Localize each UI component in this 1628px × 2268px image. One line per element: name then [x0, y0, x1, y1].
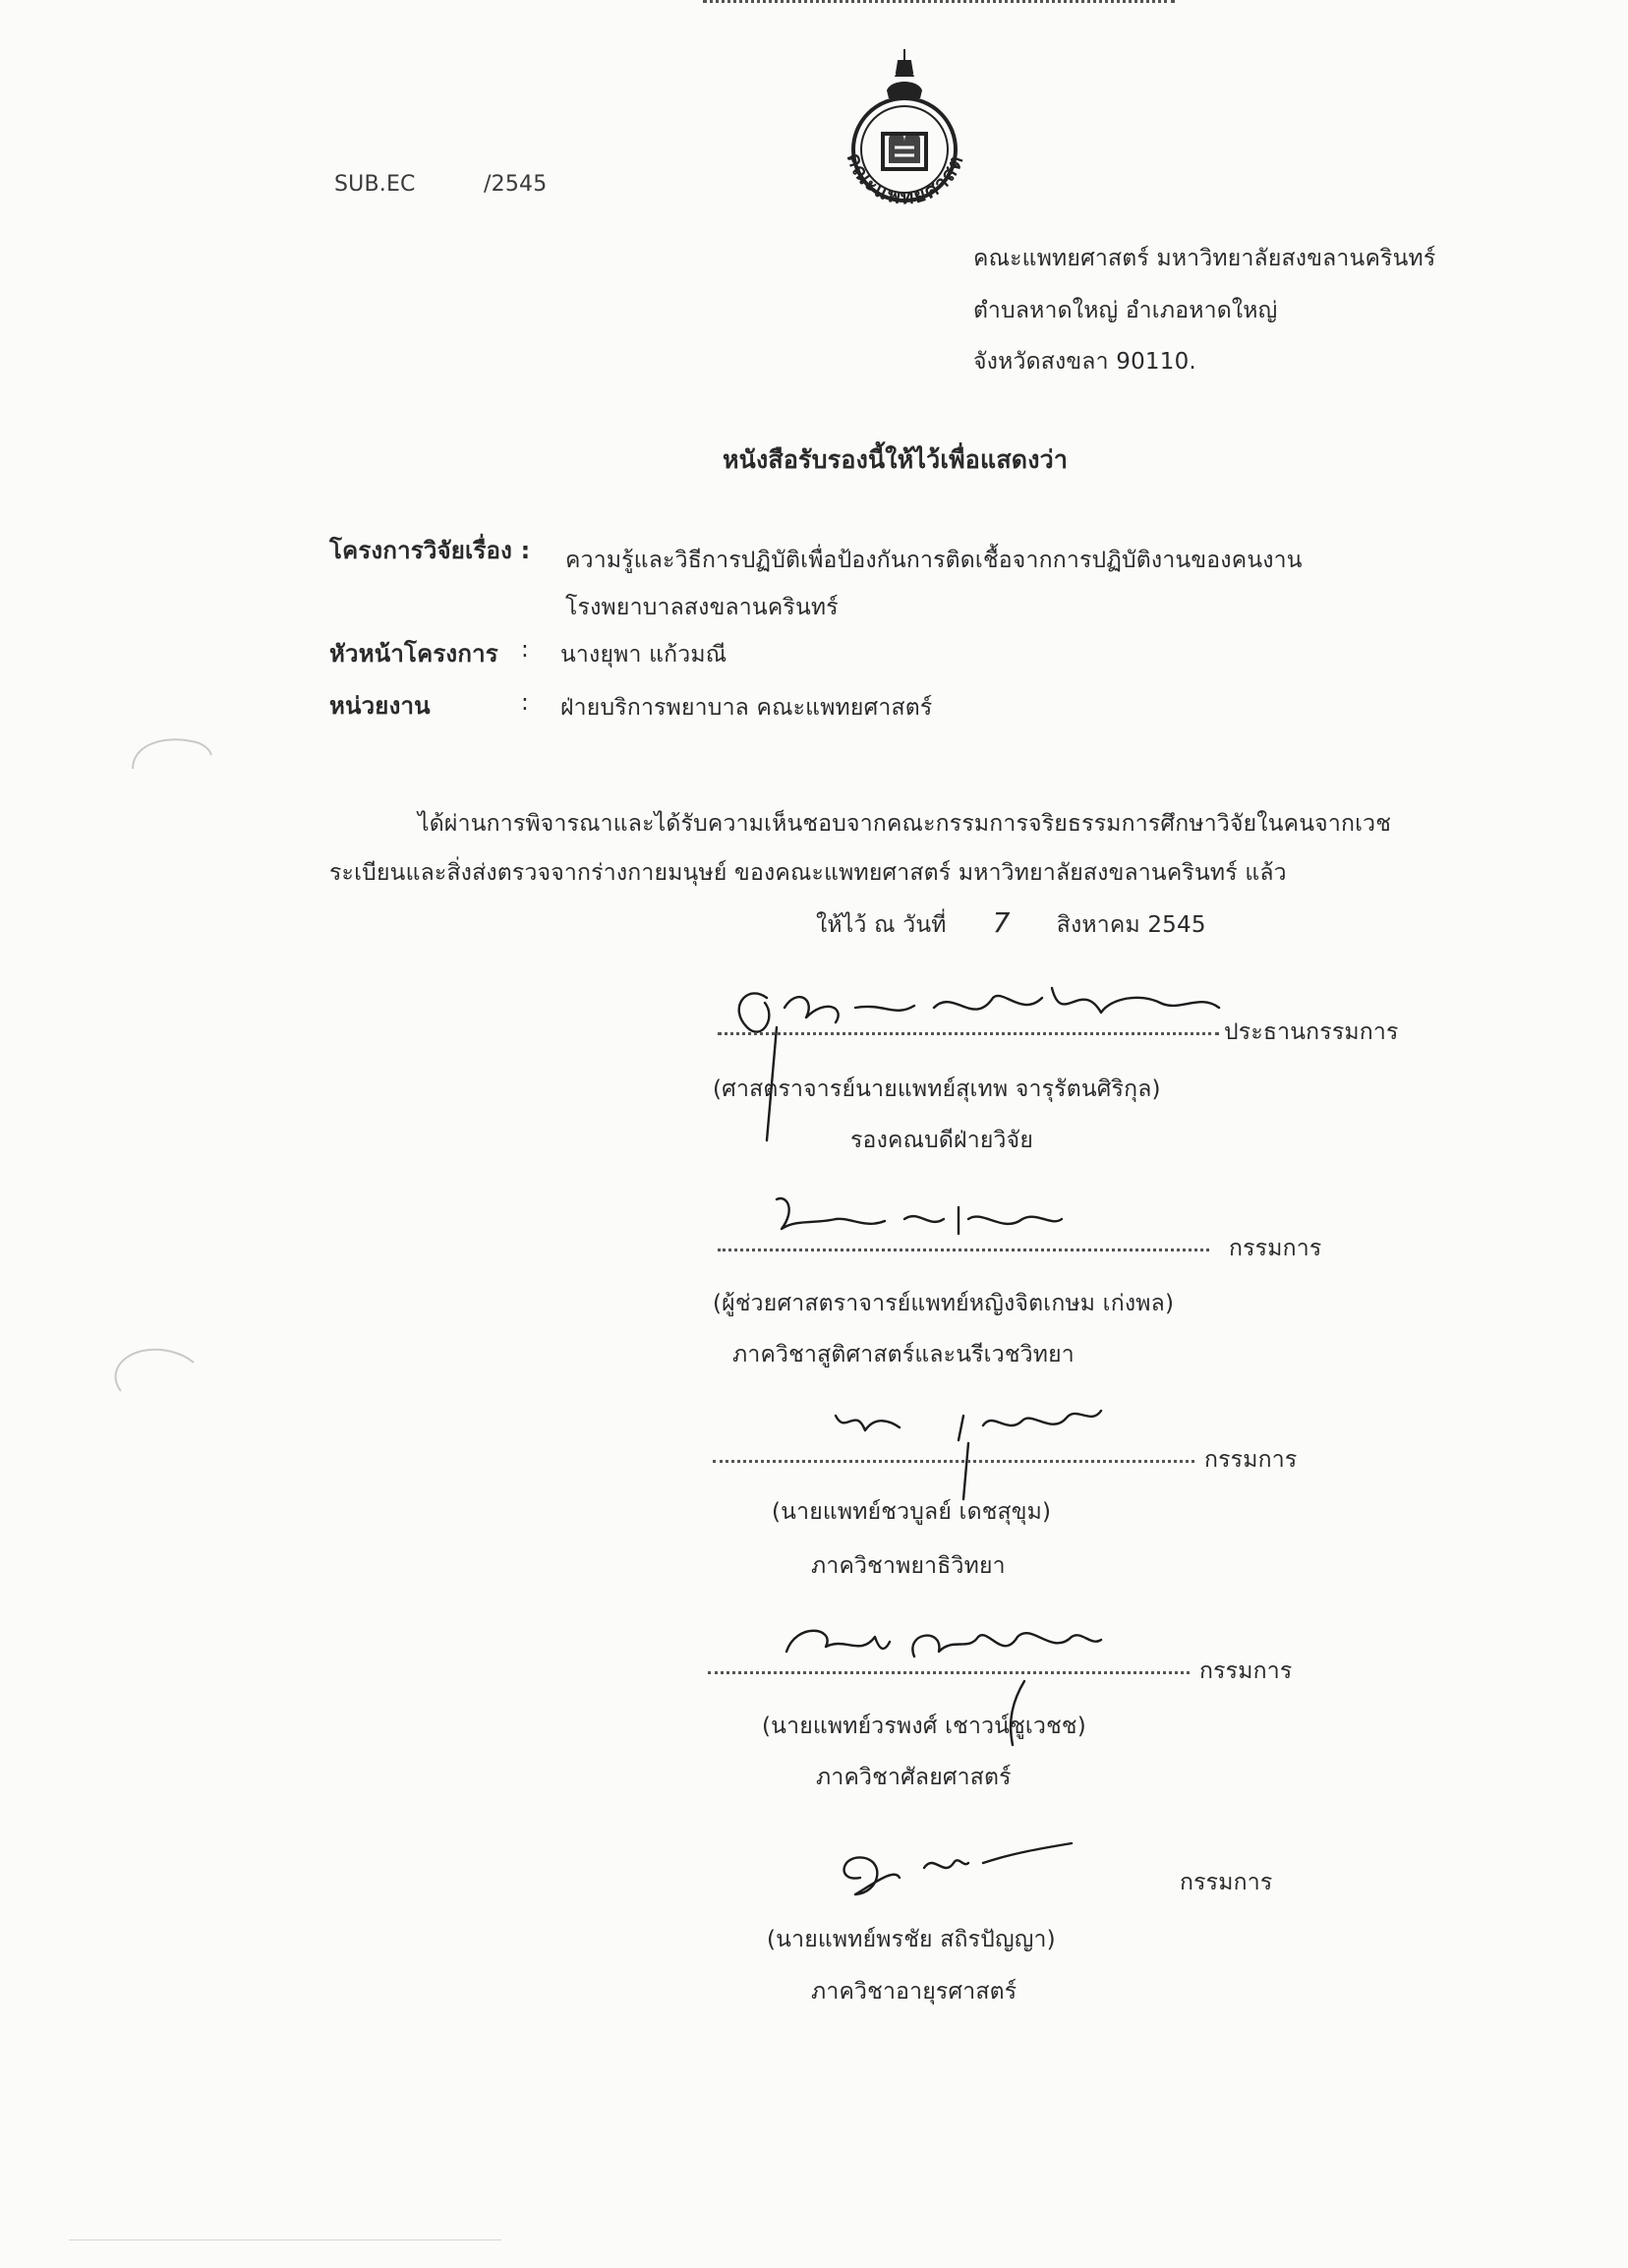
signatory-2-position: ภาควิชาสูติศาสตร์และนรีเวชวิทยา: [732, 1342, 1075, 1367]
signatory-5-role: กรรมการ: [1180, 1870, 1273, 1895]
signatory-4-role: กรรมการ: [1199, 1658, 1293, 1684]
project-title-line-2: โรงพยาบาลสงขลานครินทร์: [565, 595, 839, 620]
signature-member-3: [816, 1396, 1111, 1504]
signatory-3-name: (นายแพทย์ชวบูลย์ เดชสุขุม): [772, 1499, 1052, 1525]
unit-colon: :: [521, 690, 529, 716]
faculty-seal: [826, 39, 983, 236]
signature-member-5: [826, 1824, 1081, 1912]
signature-line-4: [708, 1671, 1190, 1674]
address-line-2: ตำบลหาดใหญ่ อำเภอหาดใหญ่: [973, 298, 1278, 323]
signatory-2-role: กรรมการ: [1229, 1236, 1322, 1261]
signature-line-3: [713, 1460, 1194, 1463]
signature-line-1: [718, 1032, 1219, 1035]
signatory-3-role: กรรมการ: [1204, 1447, 1298, 1473]
signatory-4-position: ภาควิชาศัลยศาสตร์: [816, 1765, 1012, 1790]
signatory-5-name: (นายแพทย์พรชัย สถิรปัญญา): [767, 1927, 1056, 1952]
unit-label: หน่วยงาน: [329, 692, 431, 720]
reference-code-text: SUB.EC: [334, 172, 416, 197]
document-heading: หนังสือรับรองนี้ให้ไว้เพื่อแสดงว่า: [723, 445, 1069, 474]
scan-edge-line: [69, 2239, 501, 2240]
signature-chair: [708, 968, 1258, 1145]
signatory-2-name: (ผู้ช่วยศาสตราจารย์แพทย์หญิงจิตเกษม เก่งพล): [713, 1291, 1175, 1316]
project-head-value: นางยุพา แก้วมณี: [560, 642, 727, 668]
reference-code: [334, 172, 547, 197]
project-head-label: หัวหน้าโครงการ: [329, 640, 498, 668]
unit-value: ฝ่ายบริการพยาบาล คณะแพทยศาสตร์: [560, 695, 933, 721]
reference-number: /2545: [484, 172, 548, 197]
issue-date: [816, 906, 1206, 943]
issue-date-month-year: สิงหาคม 2545: [1056, 912, 1206, 938]
signatory-5-position: ภาควิชาอายุรศาสตร์: [811, 1979, 1018, 2005]
body-line-1: ได้ผ่านการพิจารณาและได้รับความเห็นชอบจากคณะกรรมการจริยธรรมการศึกษาวิจัยในคนจากเวช: [418, 811, 1392, 837]
signatory-1-name: (ศาสตราจารย์นายแพทย์สุเทพ จารุรัตนศิริกุล): [713, 1076, 1161, 1102]
signature-line-5: [703, 0, 1175, 3]
signatory-4-name: (นายแพทย์วรพงศ์ เชาวน์ชูเวชช): [762, 1714, 1086, 1739]
signatory-3-position: ภาควิชาพยาธิวิทยา: [811, 1553, 1006, 1579]
signatory-1-role: ประธานกรรมการ: [1224, 1019, 1399, 1045]
issue-date-day: 7: [992, 906, 1011, 939]
address-line-1: คณะแพทยศาสตร์ มหาวิทยาลัยสงขลานครินทร์: [973, 246, 1436, 271]
project-title-line-1: ความรู้และวิธีการปฏิบัติเพื่อป้องกันการติดเชื้อจากการปฏิบัติงานของคนงาน: [565, 548, 1303, 573]
issue-date-prefix: ให้ไว้ ณ วันที่: [816, 912, 947, 938]
seal-emblem: [826, 39, 983, 236]
address-line-3: จังหวัดสงขลา 90110.: [973, 349, 1196, 375]
project-head-colon: :: [521, 637, 529, 663]
signatory-1-position: รองคณบดีฝ่ายวิจัย: [850, 1128, 1033, 1153]
body-line-2: ระเบียนและสิ่งส่งตรวจจากร่างกายมนุษย์ ของคณะแพทยศาสตร์ มหาวิทยาลัยสงขลานครินทร์ แล้ว: [329, 860, 1287, 886]
project-label: โครงการวิจัยเรื่อง :: [329, 537, 531, 564]
signature-line-2: [718, 1249, 1209, 1251]
seal-lettering: คณะแพทยศาสต: [842, 149, 968, 209]
